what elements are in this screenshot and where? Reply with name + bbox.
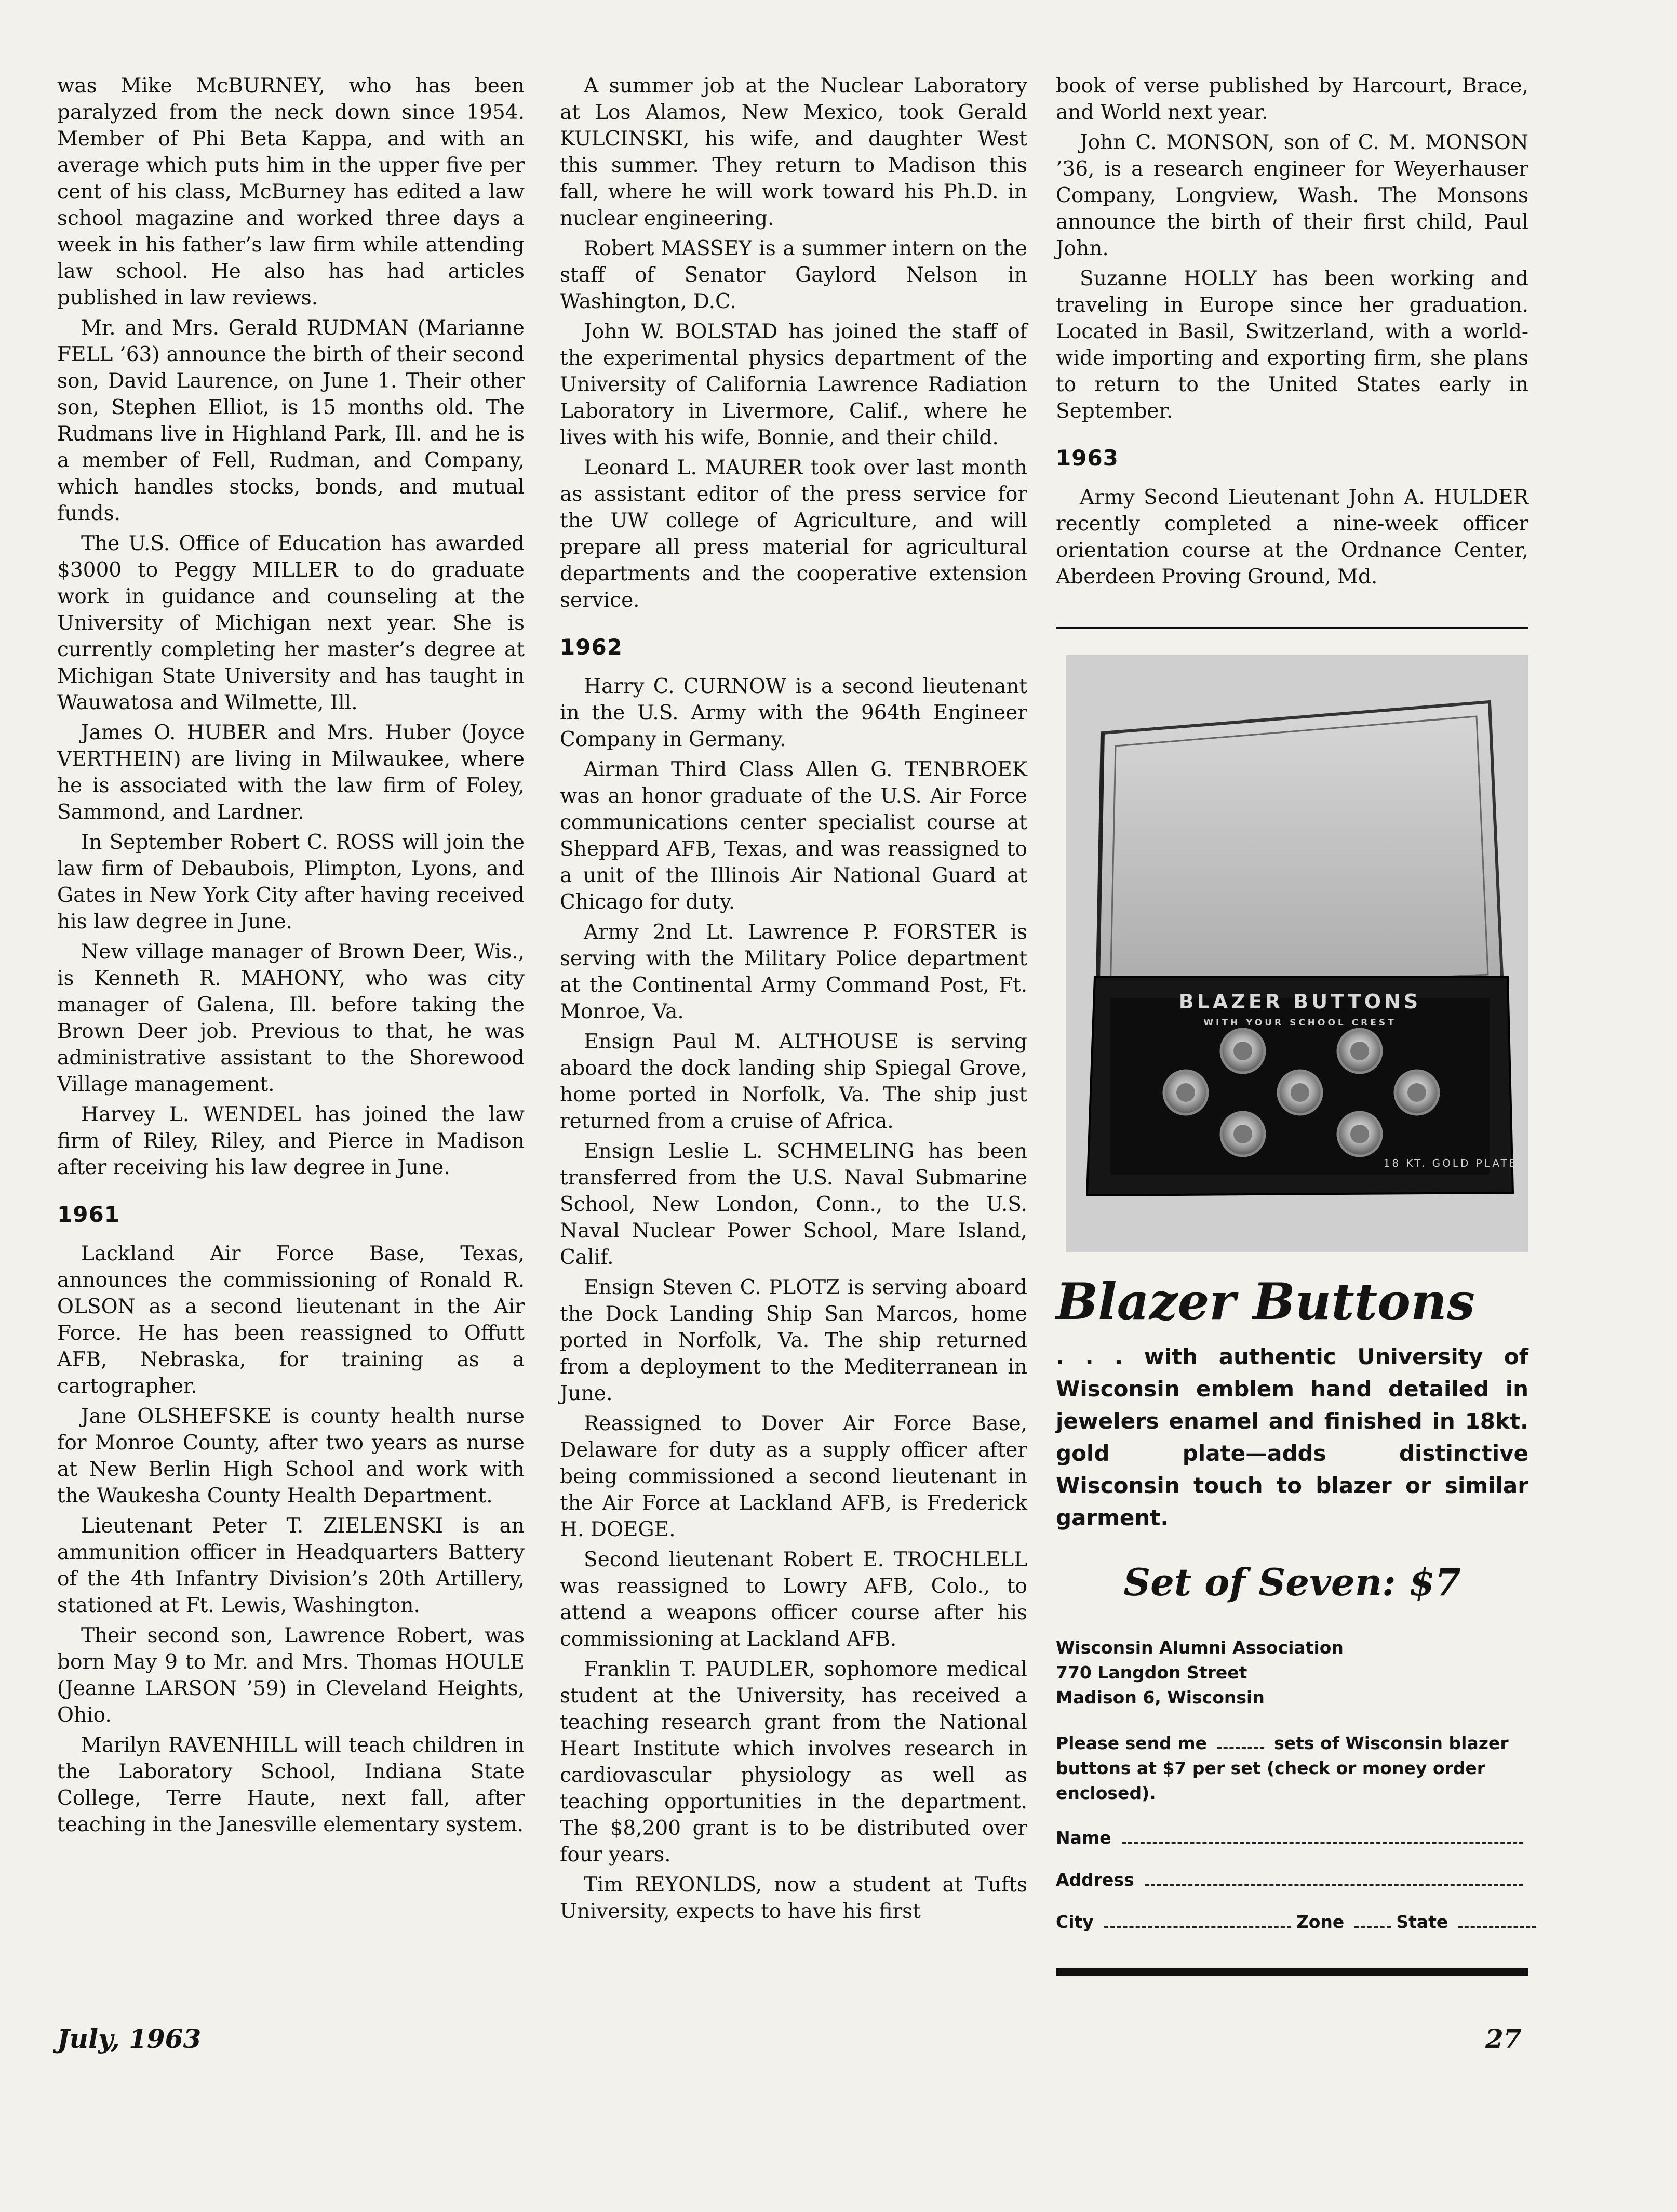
news-paragraph: Robert MASSEY is a summer intern on the staff of Senator Gaylord Nelson in Washington, D.C. xyxy=(560,237,1027,313)
news-paragraph: Suzanne HOLLY has been working and traveling in Europe since her graduation. Located in Basil, Switzerland, with a world-wide importing and exporting firm, she plans to return to the United States early in September. xyxy=(1056,267,1528,423)
ad-price: Set of Seven: $7 xyxy=(1123,1560,1461,1604)
news-paragraph: Ensign Paul M. ALTHOUSE is serving aboard the dock landing ship Spiegal Grove, home ported in Norfolk, Va. The ship just returned from a cruise of Africa. xyxy=(560,1030,1027,1133)
ad-address-line: 770 Langdon Street xyxy=(1056,1662,1247,1683)
news-paragraph: Harvey L. WENDEL has joined the law firm of Riley, Riley, and Pierce in Madison after receiving his law degree in June. xyxy=(57,1103,525,1179)
news-paragraph: Ensign Leslie L. SCHMELING has been transferred from the U.S. Naval Submarine School, New London, Conn., to the U.S. Naval Nuclear Power School, Mare Island, Calif. xyxy=(560,1140,1027,1269)
column-right xyxy=(1056,73,1528,1976)
name-blank[interactable] xyxy=(1122,1841,1523,1844)
city-label: City xyxy=(1056,1912,1094,1932)
footer-date: July, 1963 xyxy=(57,2023,202,2054)
year-heading: 1961 xyxy=(57,1202,120,1227)
box-subtitle-text: WITH YOUR SCHOOL CREST xyxy=(1203,1018,1397,1028)
blazer-buttons-photo xyxy=(1066,655,1528,1252)
news-paragraph: Harry C. CURNOW is a second lieutenant in the U.S. Army with the 964th Engineer Company in Germany. xyxy=(560,675,1027,751)
column-middle xyxy=(560,73,1027,1928)
column-left xyxy=(57,73,525,1842)
news-paragraph: A summer job at the Nuclear Laboratory at Los Alamos, New Mexico, took Gerald KULCINSKI, his wife, and daughter West this summer. They return to Madison this fall, where he will work toward his Ph.D. in nuclear engineering. xyxy=(560,74,1027,230)
page-number: 27 xyxy=(1485,2023,1522,2054)
news-paragraph: Army 2nd Lt. Lawrence P. FORSTER is serving with the Military Police department at the Continental Army Command Post, Ft. Monroe, Va. xyxy=(560,921,1027,1023)
news-paragraph: In September Robert C. ROSS will join the law firm of Debaubois, Plimpton, Lyons, and Gates in New York City after having received his law degree in June. xyxy=(57,831,525,934)
address-blank[interactable] xyxy=(1145,1883,1523,1886)
news-paragraph: Tim REYONLDS, now a student at Tufts University, expects to have his first xyxy=(560,1873,1027,1923)
blazer-button xyxy=(1221,1112,1265,1156)
news-paragraph: Reassigned to Dover Air Force Base, Delaware for duty as a supply officer after being commissioned a second lieutenant in the Air Force at Lackland AFB, is Frederick H. DOEGE. xyxy=(560,1412,1027,1541)
blazer-button xyxy=(1338,1112,1381,1156)
news-paragraph: Their second son, Lawrence Robert, was born May 9 to Mr. and Mrs. Thomas HOULE (Jeanne LARSON ’59) in Cleveland Heights, Ohio. xyxy=(57,1624,525,1727)
ad-body: . . . with authentic University of Wisconsin emblem hand detailed in jewelers enamel and finished in 18kt. gold plate—adds distinctive Wisconsin touch to blazer or similar garment. xyxy=(1056,1344,1528,1530)
blazer-button xyxy=(1164,1071,1208,1114)
blazer-button xyxy=(1221,1029,1265,1073)
box-plate-text: 18 KT. GOLD PLATE xyxy=(1383,1157,1518,1169)
news-paragraph: Second lieutenant Robert E. TROCHLELL was reassigned to Lowry AFB, Colo., to attend a weapons officer course after his commissioning at Lackland AFB. xyxy=(560,1548,1027,1651)
news-paragraph: Lackland Air Force Base, Texas, announces the commissioning of Ronald R. OLSON as a second lieutenant in the Air Force. He has been reassigned to Offutt AFB, Nebraska, for training as a cartographer. xyxy=(57,1242,525,1398)
blazer-button xyxy=(1395,1071,1439,1114)
news-paragraph: John W. BOLSTAD has joined the staff of the experimental physics department of the University of California Lawrence Radiation Laboratory in Livermore, Calif., where he lives with his wife, Bonnie, and their child. xyxy=(560,320,1027,449)
year-heading: 1963 xyxy=(1056,445,1119,471)
blazer-button xyxy=(1278,1071,1322,1114)
ad-bottom-rule xyxy=(1056,1968,1528,1976)
year-heading: 1962 xyxy=(560,634,623,660)
quantity-blank[interactable] xyxy=(1217,1747,1264,1749)
news-paragraph: James O. HUBER and Mrs. Huber (Joyce VERTHEIN) are living in Milwaukee, where he is associated with the law firm of Foley, Sammond, and Lardner. xyxy=(57,721,525,824)
news-paragraph: Jane OLSHEFSKE is county health nurse for Monroe County, after two years as nurse at New Berlin High School and work with the Waukesha County Health Department. xyxy=(57,1405,525,1508)
news-paragraph: Leonard L. MAURER took over last month as assistant editor of the press service for the UW college of Agriculture, and will prepare all press material for agricultural departments and the cooperative extension service. xyxy=(560,456,1027,612)
news-paragraph: Airman Third Class Allen G. TENBROEK was an honor graduate of the U.S. Air Force communications center specialist course at Sheppard AFB, Texas, and was reassigned to a unit of the Illinois Air National Guard at Chicago for duty. xyxy=(560,758,1027,914)
order-text-before: Please send me xyxy=(1056,1733,1208,1753)
section-divider xyxy=(1056,627,1528,629)
news-paragraph: Lieutenant Peter T. ZIELENSKI is an ammunition officer in Headquarters Battery of the 4th Infantry Division’s 20th Artillery, stationed at Ft. Lewis, Washington. xyxy=(57,1514,525,1617)
city-blank[interactable] xyxy=(1104,1925,1291,1928)
order-instructions xyxy=(1056,1731,1528,1806)
state-blank[interactable] xyxy=(1458,1925,1536,1928)
name-label: Name xyxy=(1056,1828,1111,1848)
column-right-text xyxy=(1056,73,1528,590)
news-paragraph: was Mike McBURNEY, who has been paralyzed from the neck down since 1954. Member of Phi Beta Kappa, and with an average which puts him in the upper five per cent of his class, McBurney has edited a law school magazine and worked three days a week in his father’s law firm while attending law school. He also has had articles published in law reviews. xyxy=(57,74,525,310)
news-paragraph: The U.S. Office of Education has awarded $3000 to Peggy MILLER to do graduate work in guidance and counseling at the University of Michigan next year. She is currently completing her master’s degree at Michigan State University and has taught in Wauwatosa and Wilmette, Ill. xyxy=(57,532,525,714)
name-field[interactable] xyxy=(1056,1828,1528,1848)
address-field[interactable] xyxy=(1056,1870,1528,1890)
news-paragraph: Ensign Steven C. PLOTZ is serving aboard the Dock Landing Ship San Marcos, home ported in Norfolk, Va. The ship returned from a deployment to the Mediterranean in June. xyxy=(560,1276,1027,1405)
state-label: State xyxy=(1396,1912,1448,1932)
address-label: Address xyxy=(1056,1870,1134,1890)
news-paragraph: Mr. and Mrs. Gerald RUDMAN (Marianne FELL ’63) announce the birth of their second son, David Laurence, on June 1. Their other son, Stephen Elliot, is 15 months old. The Rudmans live in Highland Park, Ill. and he is a member of Fell, Rudman, and Company, which handles stocks, bonds, and mutual funds. xyxy=(57,316,525,525)
news-paragraph: book of verse published by Harcourt, Brace, and World next year. xyxy=(1056,74,1528,124)
news-paragraph: John C. MONSON, son of C. M. MONSON ’36, is a research engineer for Weyerhauser Company, Longview, Wash. The Monsons announce the birth of their first child, Paul John. xyxy=(1056,131,1528,260)
city-zone-state-field[interactable] xyxy=(1056,1912,1528,1932)
ad-title: Blazer Buttons xyxy=(1056,1272,1475,1331)
news-paragraph: New village manager of Brown Deer, Wis., is Kenneth R. MAHONY, who was city manager of Galena, Ill. before taking the Brown Deer job. Previous to that, he was administrative assistant to the Shorewood Village management. xyxy=(57,940,525,1096)
ad-address-line: Madison 6, Wisconsin xyxy=(1056,1687,1265,1708)
news-paragraph: Army Second Lieutenant John A. HULDER recently completed a nine-week officer orientation course at the Ordnance Center, Aberdeen Proving Ground, Md. xyxy=(1056,486,1528,589)
zone-blank[interactable] xyxy=(1354,1925,1391,1928)
blazer-button xyxy=(1338,1029,1381,1073)
button-case-illustration xyxy=(1066,655,1528,1252)
order-text-after: sets of Wisconsin blazer buttons at $7 per set (check or money order enclosed). xyxy=(1056,1733,1509,1803)
news-paragraph: Marilyn RAVENHILL will teach children in the Laboratory School, Indiana State College, Terre Haute, next fall, after teaching in the Janesville elementary system. xyxy=(57,1734,525,1836)
ad-address-line: Wisconsin Alumni Association xyxy=(1056,1637,1344,1658)
zone-label: Zone xyxy=(1296,1912,1345,1932)
box-title-text: BLAZER BUTTONS xyxy=(1178,990,1421,1013)
news-paragraph: Franklin T. PAUDLER, sophomore medical student at the University, has received a teaching research grant from the National Heart Institute which involves research in cardiovascular physiology as well as teaching opportunities in the department. The $8,200 grant is to be distributed over four years. xyxy=(560,1658,1027,1867)
